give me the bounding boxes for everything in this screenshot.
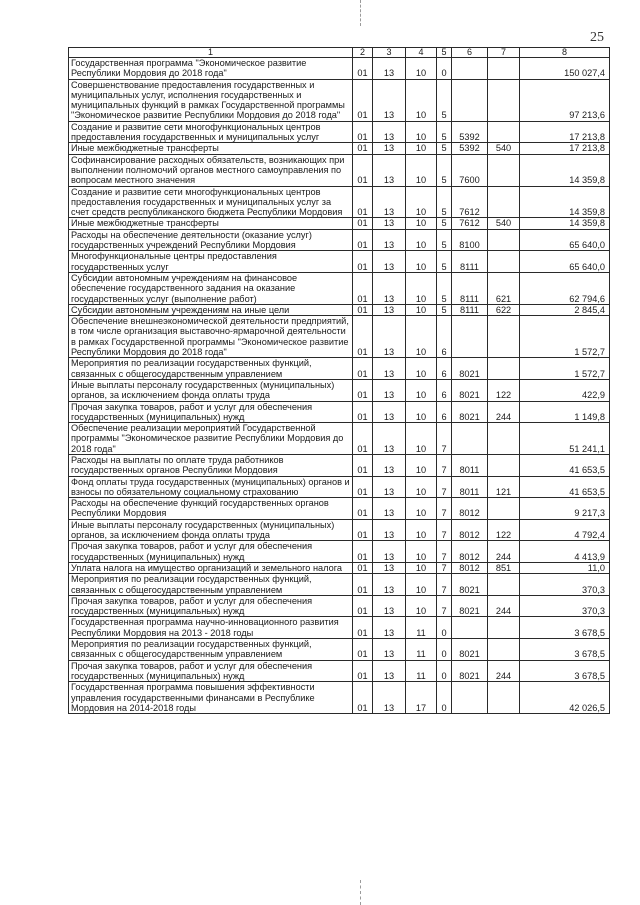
table-row xyxy=(69,454,610,476)
table-row xyxy=(69,401,610,423)
row-code-subsection: 13 xyxy=(373,574,406,596)
row-amount: 14 359,8 xyxy=(520,186,610,218)
table-row xyxy=(69,519,610,541)
row-amount: 1 149,8 xyxy=(520,401,610,423)
row-code-program: 10 xyxy=(406,401,437,423)
row-description: Прочая закупка товаров, работ и услуг для обеспечения государственных (муниципальных) нужд xyxy=(69,660,353,682)
row-code-subprogram: 5 xyxy=(437,251,452,273)
row-code-subprogram: 7 xyxy=(437,595,452,617)
row-code-subsection: 13 xyxy=(373,423,406,455)
row-code-expense-type: 244 xyxy=(488,401,520,423)
row-code-expense-type xyxy=(488,574,520,596)
row-code-expense-type: 122 xyxy=(488,519,520,541)
row-description: Иные межбюджетные трансферты xyxy=(69,143,353,154)
table-row xyxy=(69,541,610,563)
row-code-subprogram: 6 xyxy=(437,401,452,423)
row-code-program: 17 xyxy=(406,682,437,714)
row-code-expense-type xyxy=(488,58,520,80)
table-row xyxy=(69,218,610,229)
row-code-section: 01 xyxy=(353,541,373,563)
row-code-target: 8012 xyxy=(452,541,488,563)
row-code-target: 5392 xyxy=(452,143,488,154)
row-code-program: 10 xyxy=(406,519,437,541)
row-code-expense-type xyxy=(488,121,520,143)
row-description: Иные выплаты персоналу государственных (муниципальных) органов, за исключением фонда оплаты труда xyxy=(69,379,353,401)
row-code-section: 01 xyxy=(353,79,373,121)
row-code-program: 11 xyxy=(406,639,437,661)
row-code-subsection: 13 xyxy=(373,316,406,358)
row-amount: 62 794,6 xyxy=(520,272,610,304)
row-code-expense-type xyxy=(488,229,520,251)
row-code-target: 8021 xyxy=(452,639,488,661)
row-description: Расходы на обеспечение деятельности (оказание услуг) государственных учреждений Республики Мордовия xyxy=(69,229,353,251)
row-code-section: 01 xyxy=(353,401,373,423)
row-description: Прочая закупка товаров, работ и услуг для обеспечения государственных (муниципальных) нужд xyxy=(69,401,353,423)
row-code-subsection: 13 xyxy=(373,229,406,251)
row-code-target: 8012 xyxy=(452,519,488,541)
row-code-program: 10 xyxy=(406,562,437,573)
row-code-subprogram: 0 xyxy=(437,58,452,80)
row-code-subsection: 13 xyxy=(373,251,406,273)
row-code-expense-type: 244 xyxy=(488,595,520,617)
row-code-subprogram: 0 xyxy=(437,639,452,661)
row-code-subprogram: 7 xyxy=(437,498,452,520)
row-code-subprogram: 7 xyxy=(437,574,452,596)
row-amount: 11,0 xyxy=(520,562,610,573)
row-description: Субсидии автономным учреждениям на иные цели xyxy=(69,304,353,315)
row-description: Обеспечение внешнеэкономической деятельности предприятий, в том числе организация выставочно-ярмарочной деятельности в рамках Государственной программы "Экономическое развитие Республики Мордовия до 2018 года" xyxy=(69,316,353,358)
row-code-subprogram: 5 xyxy=(437,121,452,143)
row-code-subsection: 13 xyxy=(373,218,406,229)
row-code-expense-type xyxy=(488,186,520,218)
fold-line-bottom xyxy=(360,880,361,905)
row-amount: 2 845,4 xyxy=(520,304,610,315)
row-code-subsection: 13 xyxy=(373,379,406,401)
row-code-section: 01 xyxy=(353,574,373,596)
row-amount: 41 653,5 xyxy=(520,454,610,476)
row-description: Субсидии автономным учреждениям на финансовое обеспечение государственного задания на оказание государственных услуг (выполнение работ) xyxy=(69,272,353,304)
row-code-program: 10 xyxy=(406,541,437,563)
header-col-3: 3 xyxy=(373,48,406,58)
row-code-subsection: 13 xyxy=(373,595,406,617)
row-amount: 4 792,4 xyxy=(520,519,610,541)
row-amount: 9 217,3 xyxy=(520,498,610,520)
row-code-expense-type: 622 xyxy=(488,304,520,315)
row-code-section: 01 xyxy=(353,218,373,229)
row-code-expense-type: 122 xyxy=(488,379,520,401)
row-code-subprogram: 7 xyxy=(437,541,452,563)
row-amount: 17 213,8 xyxy=(520,143,610,154)
row-code-section: 01 xyxy=(353,251,373,273)
row-code-program: 10 xyxy=(406,229,437,251)
row-amount: 422,9 xyxy=(520,379,610,401)
row-code-expense-type: 540 xyxy=(488,143,520,154)
row-amount: 42 026,5 xyxy=(520,682,610,714)
table-row xyxy=(69,143,610,154)
row-code-subprogram: 0 xyxy=(437,660,452,682)
row-code-program: 10 xyxy=(406,218,437,229)
page-number: 25 xyxy=(590,30,604,45)
row-code-subsection: 13 xyxy=(373,639,406,661)
row-code-expense-type xyxy=(488,423,520,455)
row-code-section: 01 xyxy=(353,423,373,455)
row-code-subsection: 13 xyxy=(373,143,406,154)
row-code-section: 01 xyxy=(353,595,373,617)
row-description: Иные межбюджетные трансферты xyxy=(69,218,353,229)
row-code-section: 01 xyxy=(353,316,373,358)
row-code-expense-type xyxy=(488,498,520,520)
row-code-section: 01 xyxy=(353,358,373,380)
row-code-section: 01 xyxy=(353,519,373,541)
row-code-target xyxy=(452,316,488,358)
row-code-target: 7612 xyxy=(452,218,488,229)
row-code-section: 01 xyxy=(353,304,373,315)
row-code-subprogram: 7 xyxy=(437,423,452,455)
table-row xyxy=(69,229,610,251)
row-code-program: 10 xyxy=(406,574,437,596)
row-code-subprogram: 0 xyxy=(437,682,452,714)
row-description: Уплата налога на имущество организаций и земельного налога xyxy=(69,562,353,573)
table-row xyxy=(69,617,610,639)
row-description: Государственная программа "Экономическое развитие Республики Мордовия до 2018 года" xyxy=(69,58,353,80)
row-code-expense-type xyxy=(488,79,520,121)
row-code-subprogram: 5 xyxy=(437,272,452,304)
table-row xyxy=(69,379,610,401)
row-code-target: 8021 xyxy=(452,401,488,423)
row-code-subprogram: 6 xyxy=(437,379,452,401)
table-row xyxy=(69,595,610,617)
row-code-target: 8012 xyxy=(452,562,488,573)
table-row xyxy=(69,154,610,186)
row-code-program: 10 xyxy=(406,595,437,617)
row-code-target xyxy=(452,58,488,80)
row-code-expense-type: 851 xyxy=(488,562,520,573)
row-code-expense-type xyxy=(488,454,520,476)
row-description: Прочая закупка товаров, работ и услуг для обеспечения государственных (муниципальных) нужд xyxy=(69,541,353,563)
row-code-target xyxy=(452,617,488,639)
table-row xyxy=(69,272,610,304)
table-row xyxy=(69,121,610,143)
row-code-target: 8011 xyxy=(452,476,488,498)
header-col-4: 4 xyxy=(406,48,437,58)
row-code-program: 10 xyxy=(406,379,437,401)
row-code-expense-type xyxy=(488,316,520,358)
row-code-target: 5392 xyxy=(452,121,488,143)
row-code-expense-type: 244 xyxy=(488,660,520,682)
row-code-section: 01 xyxy=(353,272,373,304)
row-code-section: 01 xyxy=(353,121,373,143)
row-code-subsection: 13 xyxy=(373,519,406,541)
row-code-program: 10 xyxy=(406,476,437,498)
row-amount: 370,3 xyxy=(520,574,610,596)
row-code-section: 01 xyxy=(353,682,373,714)
row-code-target: 7612 xyxy=(452,186,488,218)
row-amount: 51 241,1 xyxy=(520,423,610,455)
row-code-expense-type xyxy=(488,682,520,714)
row-description: Мероприятия по реализации государственных функций, связанных с общегосударственным управлением xyxy=(69,574,353,596)
header-col-8: 8 xyxy=(520,48,610,58)
row-code-program: 10 xyxy=(406,498,437,520)
row-code-subsection: 13 xyxy=(373,154,406,186)
row-amount: 4 413,9 xyxy=(520,541,610,563)
row-code-subsection: 13 xyxy=(373,186,406,218)
table-body xyxy=(69,58,610,714)
row-code-program: 10 xyxy=(406,121,437,143)
row-description: Создание и развитие сети многофункциональных центров предоставления государственных и муниципальных услуг за счет средств республиканского бюджета Республики Мордовия xyxy=(69,186,353,218)
row-code-subsection: 13 xyxy=(373,79,406,121)
table-row xyxy=(69,423,610,455)
row-amount: 1 572,7 xyxy=(520,358,610,380)
row-amount: 14 359,8 xyxy=(520,154,610,186)
row-amount: 65 640,0 xyxy=(520,251,610,273)
table-row xyxy=(69,498,610,520)
row-code-subsection: 13 xyxy=(373,562,406,573)
row-code-section: 01 xyxy=(353,186,373,218)
row-code-subprogram: 7 xyxy=(437,476,452,498)
row-code-program: 10 xyxy=(406,251,437,273)
row-description: Создание и развитие сети многофункциональных центров предоставления государственных и муниципальных услуг xyxy=(69,121,353,143)
row-code-subsection: 13 xyxy=(373,121,406,143)
row-code-target xyxy=(452,79,488,121)
row-code-program: 11 xyxy=(406,617,437,639)
row-code-section: 01 xyxy=(353,498,373,520)
row-code-expense-type xyxy=(488,639,520,661)
row-code-subprogram: 7 xyxy=(437,454,452,476)
row-code-program: 10 xyxy=(406,143,437,154)
row-description: Расходы на обеспечение функций государственных органов Республики Мордовия xyxy=(69,498,353,520)
table-row xyxy=(69,574,610,596)
row-code-subprogram: 5 xyxy=(437,218,452,229)
row-code-subsection: 13 xyxy=(373,304,406,315)
row-amount: 14 359,8 xyxy=(520,218,610,229)
header-col-2: 2 xyxy=(353,48,373,58)
row-code-subprogram: 5 xyxy=(437,143,452,154)
row-code-target: 8011 xyxy=(452,454,488,476)
row-code-section: 01 xyxy=(353,617,373,639)
table-row xyxy=(69,682,610,714)
row-description: Многофункциональные центры предоставления государственных услуг xyxy=(69,251,353,273)
row-code-section: 01 xyxy=(353,154,373,186)
row-code-subsection: 13 xyxy=(373,541,406,563)
row-code-subprogram: 5 xyxy=(437,229,452,251)
table-row xyxy=(69,304,610,315)
row-code-expense-type: 244 xyxy=(488,541,520,563)
row-code-subprogram: 6 xyxy=(437,358,452,380)
row-amount: 17 213,8 xyxy=(520,121,610,143)
row-code-subprogram: 5 xyxy=(437,79,452,121)
row-code-target: 8021 xyxy=(452,358,488,380)
row-code-program: 10 xyxy=(406,79,437,121)
table-row xyxy=(69,660,610,682)
row-code-section: 01 xyxy=(353,660,373,682)
row-description: Государственная программа повышения эффективности управления государственными финансами в Республике Мордовия на 2014-2018 годы xyxy=(69,682,353,714)
row-code-program: 10 xyxy=(406,186,437,218)
row-code-section: 01 xyxy=(353,379,373,401)
row-code-program: 10 xyxy=(406,272,437,304)
row-code-subsection: 13 xyxy=(373,58,406,80)
row-code-target: 8021 xyxy=(452,574,488,596)
row-description: Софинансирование расходных обязательств, возникающих при выполнении полномочий органов местного самоуправления по вопросам местного значения xyxy=(69,154,353,186)
table-row xyxy=(69,639,610,661)
header-col-1: 1 xyxy=(69,48,353,58)
row-code-program: 10 xyxy=(406,358,437,380)
row-code-program: 10 xyxy=(406,154,437,186)
table-row xyxy=(69,562,610,573)
row-code-subsection: 13 xyxy=(373,454,406,476)
row-code-program: 10 xyxy=(406,454,437,476)
row-code-subsection: 13 xyxy=(373,476,406,498)
header-row xyxy=(69,48,610,58)
table-row xyxy=(69,251,610,273)
row-code-section: 01 xyxy=(353,58,373,80)
row-description: Расходы на выплаты по оплате труда работников государственных органов Республики Мордовия xyxy=(69,454,353,476)
row-code-subsection: 13 xyxy=(373,272,406,304)
row-description: Государственная программа научно-инновационного развития Республики Мордовия на 2013 - 2018 годы xyxy=(69,617,353,639)
row-description: Мероприятия по реализации государственных функций, связанных с общегосударственным управлением xyxy=(69,639,353,661)
row-code-subsection: 13 xyxy=(373,498,406,520)
row-code-expense-type xyxy=(488,251,520,273)
row-code-subprogram: 7 xyxy=(437,519,452,541)
row-code-section: 01 xyxy=(353,562,373,573)
row-code-target: 8012 xyxy=(452,498,488,520)
fold-line-top xyxy=(360,0,361,26)
row-amount: 3 678,5 xyxy=(520,639,610,661)
row-code-target: 8111 xyxy=(452,251,488,273)
row-code-program: 10 xyxy=(406,423,437,455)
row-code-program: 10 xyxy=(406,316,437,358)
row-amount: 370,3 xyxy=(520,595,610,617)
row-code-subsection: 13 xyxy=(373,682,406,714)
row-code-target: 8100 xyxy=(452,229,488,251)
row-code-expense-type: 621 xyxy=(488,272,520,304)
row-description: Прочая закупка товаров, работ и услуг для обеспечения государственных (муниципальных) нужд xyxy=(69,595,353,617)
row-code-expense-type xyxy=(488,617,520,639)
row-code-subprogram: 0 xyxy=(437,617,452,639)
row-amount: 3 678,5 xyxy=(520,617,610,639)
row-description: Фонд оплаты труда государственных (муниципальных) органов и взносы по обязательному социальному страхованию xyxy=(69,476,353,498)
row-code-subsection: 13 xyxy=(373,660,406,682)
row-code-subsection: 13 xyxy=(373,358,406,380)
row-code-target: 8111 xyxy=(452,272,488,304)
row-code-subsection: 13 xyxy=(373,617,406,639)
row-code-subsection: 13 xyxy=(373,401,406,423)
table-row xyxy=(69,58,610,80)
row-amount: 1 572,7 xyxy=(520,316,610,358)
row-code-target: 8111 xyxy=(452,304,488,315)
row-amount: 97 213,6 xyxy=(520,79,610,121)
row-code-section: 01 xyxy=(353,454,373,476)
row-description: Совершенствование предоставления государственных и муниципальных услуг, исполнения государственных и муниципальных функций в рамках Государственной программы "Экономическое развитие Республики Мордовия до 2018 года" xyxy=(69,79,353,121)
row-amount: 41 653,5 xyxy=(520,476,610,498)
table-row xyxy=(69,79,610,121)
row-description: Мероприятия по реализации государственных функций, связанных с общегосударственным управлением xyxy=(69,358,353,380)
row-description: Иные выплаты персоналу государственных (муниципальных) органов, за исключением фонда оплаты труда xyxy=(69,519,353,541)
row-code-target: 7600 xyxy=(452,154,488,186)
table-row xyxy=(69,476,610,498)
row-code-subprogram: 5 xyxy=(437,154,452,186)
row-code-expense-type xyxy=(488,358,520,380)
row-code-target: 8021 xyxy=(452,660,488,682)
header-col-6: 6 xyxy=(452,48,488,58)
header-col-7: 7 xyxy=(488,48,520,58)
row-code-program: 10 xyxy=(406,304,437,315)
row-code-expense-type: 540 xyxy=(488,218,520,229)
row-code-program: 11 xyxy=(406,660,437,682)
row-amount: 150 027,4 xyxy=(520,58,610,80)
row-code-section: 01 xyxy=(353,229,373,251)
table-row xyxy=(69,186,610,218)
row-code-section: 01 xyxy=(353,639,373,661)
row-code-subprogram: 7 xyxy=(437,562,452,573)
row-code-target: 8021 xyxy=(452,379,488,401)
header-col-5: 5 xyxy=(437,48,452,58)
row-code-subprogram: 6 xyxy=(437,316,452,358)
row-code-target xyxy=(452,682,488,714)
table-row xyxy=(69,358,610,380)
row-code-section: 01 xyxy=(353,476,373,498)
row-code-expense-type xyxy=(488,154,520,186)
row-description: Обеспечение реализации мероприятий Государственной программы "Экономическое развитие Республики Мордовия до 2018 года" xyxy=(69,423,353,455)
row-code-subprogram: 5 xyxy=(437,304,452,315)
row-code-section: 01 xyxy=(353,143,373,154)
row-code-subprogram: 5 xyxy=(437,186,452,218)
row-amount: 3 678,5 xyxy=(520,660,610,682)
row-code-target: 8021 xyxy=(452,595,488,617)
budget-table xyxy=(68,47,610,714)
table-row xyxy=(69,316,610,358)
row-amount: 65 640,0 xyxy=(520,229,610,251)
row-code-target xyxy=(452,423,488,455)
row-code-expense-type: 121 xyxy=(488,476,520,498)
row-code-program: 10 xyxy=(406,58,437,80)
